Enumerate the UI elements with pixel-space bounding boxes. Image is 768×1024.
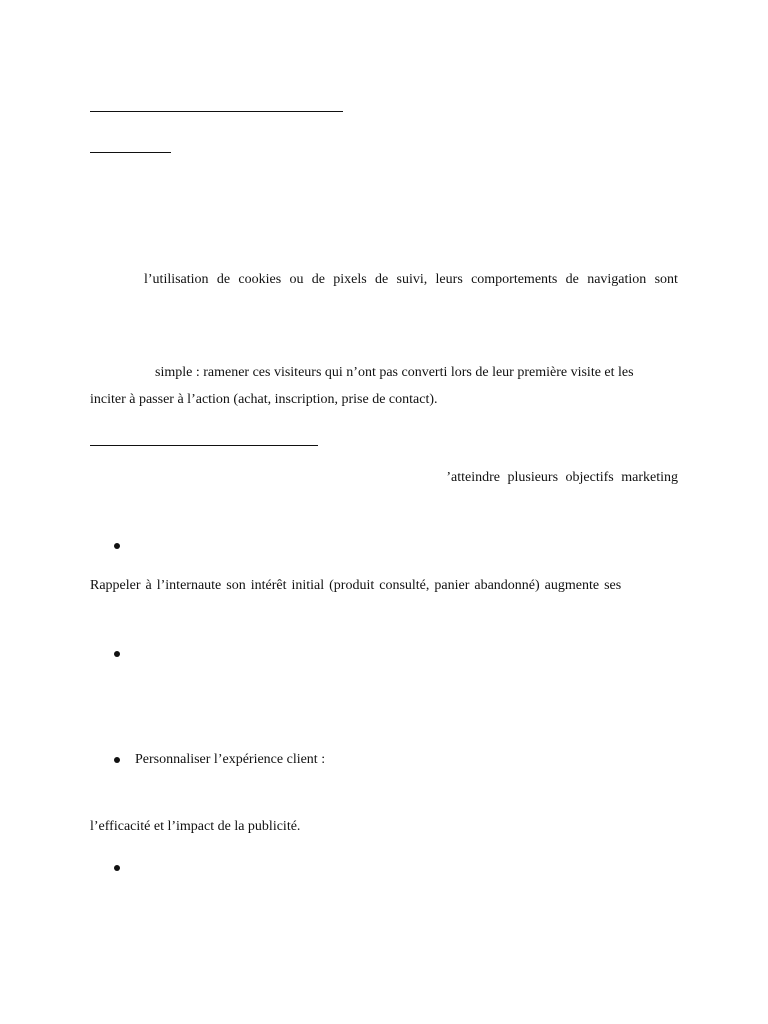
word: de	[311, 272, 325, 287]
word: comportements	[471, 272, 558, 287]
bullet-4-icon	[114, 865, 120, 871]
text-run: Rappeler à l’internaute son intérêt initial (produit consulté, panier abandonné) augmente ses	[90, 578, 622, 593]
word: ou	[289, 272, 304, 287]
word: de	[216, 272, 231, 287]
heading-underline-3	[90, 445, 318, 446]
paragraph-1-line	[144, 271, 678, 289]
heading-underline-1	[90, 111, 343, 112]
bullet-3-text	[135, 751, 325, 769]
paragraph-5-line	[90, 818, 300, 836]
word: navigation	[587, 272, 647, 287]
word: l’utilisation	[144, 272, 209, 287]
word: de	[565, 272, 579, 287]
text-run: Personnaliser l’expérience client :	[135, 752, 326, 767]
word: sont	[654, 272, 678, 287]
text-run: inciter à passer à l’action (achat, inscription, prise de contact).	[90, 392, 438, 407]
word: suivi,	[396, 272, 428, 287]
text-run: simple : ramener ces visiteurs qui n’ont pas converti lors de leur première visite et les	[155, 365, 634, 380]
word: leurs	[435, 272, 463, 287]
heading-underline-2	[90, 152, 171, 153]
bullet-1-icon	[114, 543, 120, 549]
word: cookies	[238, 272, 282, 287]
word: pixels	[333, 272, 367, 287]
word: de	[375, 272, 389, 287]
text-run: l’efficacité et l’impact de la publicité.	[90, 819, 301, 834]
bullet-3-icon	[114, 757, 120, 763]
paragraph-2-line-2	[90, 391, 438, 409]
paragraph-4-line	[90, 577, 678, 595]
text-run: ’atteindre plusieurs objectifs marketing	[446, 470, 678, 485]
paragraph-2-line-1	[155, 364, 678, 382]
paragraph-3-line	[428, 469, 678, 487]
bullet-2-icon	[114, 651, 120, 657]
